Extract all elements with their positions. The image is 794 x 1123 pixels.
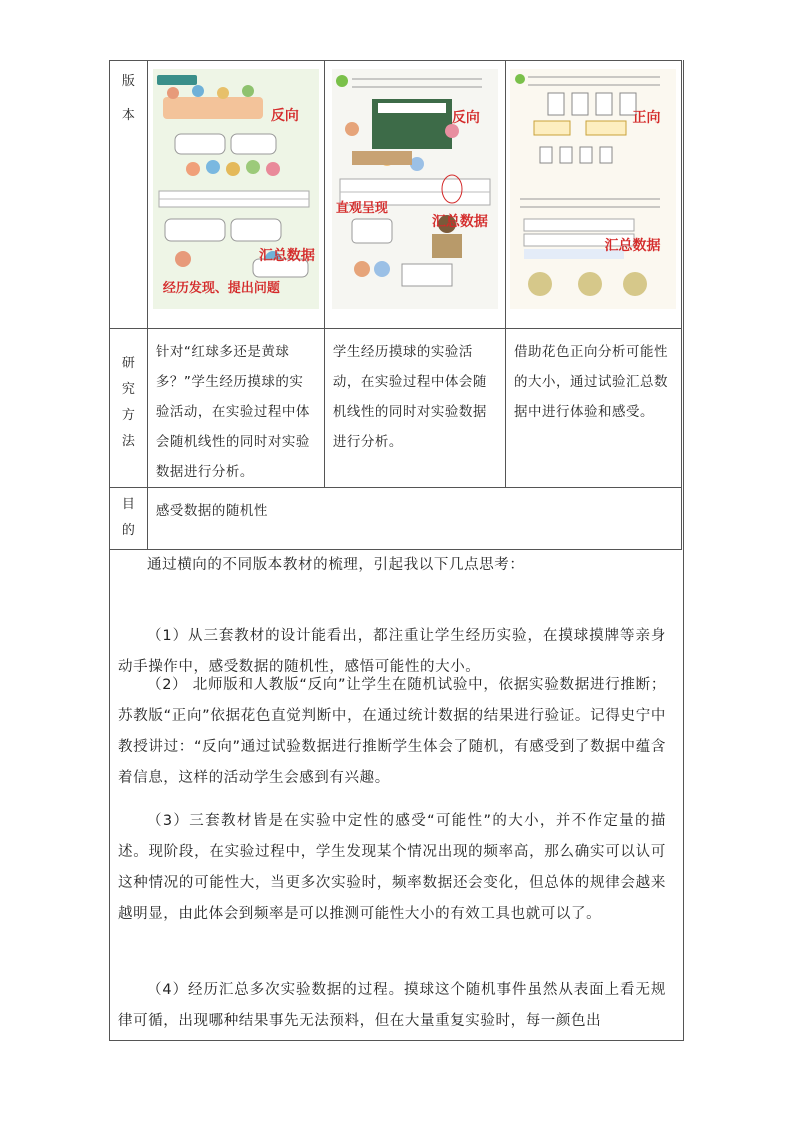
intro-paragraph: 通过横向的不同版本教材的梳理，引起我以下几点思考： <box>147 557 525 573</box>
goal-label <box>110 488 148 550</box>
textbook-illustration-2 <box>332 69 498 309</box>
tag-reverse: 反向 <box>270 108 299 124</box>
method-row <box>110 329 682 488</box>
textbook-illustration-3 <box>510 69 676 309</box>
goal-cell <box>147 488 681 550</box>
method-text-1: 针对“红球多还是黄球多？”学生经历摸球的实验活动，在实验过程中体会随机线性的同时对实验数据进行分析。 <box>155 344 310 480</box>
edition-cell-2 <box>324 61 505 329</box>
tag-summary-data: 汇总数据 <box>258 248 315 264</box>
label-char: 本 <box>121 108 135 123</box>
tag-forward: 正向 <box>632 110 661 126</box>
tag-experience: 经历发现、提出问题 <box>162 281 280 296</box>
label-char: 的 <box>121 523 135 538</box>
method-cell-3 <box>505 329 681 488</box>
comparison-table <box>109 60 682 550</box>
point-4-paragraph: （4）经历汇总多次实验数据的过程。摸球这个随机事件虽然从表面上看无规律可循，出现哪种结果事先无法预料，但在大量重复实验时，每一颜色出 <box>118 982 666 1029</box>
edition-label <box>110 61 148 329</box>
method-text-3: 借助花色正向分析可能性的大小，通过试验汇总数据中进行体验和感受。 <box>513 344 668 420</box>
method-cell-2 <box>324 329 505 488</box>
label-char: 法 <box>121 434 135 449</box>
point-3-paragraph: （3）三套教材皆是在实验中定性的感受“可能性”的大小，并不作定量的描述。现阶段，在实验过程中，学生发现某个情况出现的频率高，那么确实可以认可这种情况的可能性大，当更多次实验时，频率数据还会变化，但总体的规律会越来越明显，由此体会到频率是可以推测可能性大小的有效工具也就可以了。 <box>118 813 666 922</box>
label-char: 版 <box>121 74 135 89</box>
tag-visual: 直观呈现 <box>335 201 388 216</box>
tag-summary-data: 汇总数据 <box>604 238 661 254</box>
goal-text: 感受数据的随机性 <box>155 503 268 519</box>
textbook-image-3 <box>510 69 676 309</box>
point-1-paragraph: （1）从三套教材的设计能看出，都注重让学生经历实验，在摸球摸牌等亲身动手操作中，感受数据的随机性，感悟可能性的大小。 <box>118 628 666 675</box>
tag-summary-data: 汇总数据 <box>431 214 488 230</box>
edition-cell-3 <box>505 61 681 329</box>
label-char: 方 <box>121 408 135 423</box>
method-label <box>110 329 148 488</box>
method-cell-1 <box>147 329 324 488</box>
edition-row <box>110 61 682 329</box>
textbook-image-2 <box>332 69 498 309</box>
goal-row <box>110 488 682 550</box>
method-text-2: 学生经历摸球的实验活动，在实验过程中体会随机线性的同时对实验数据进行分析。 <box>332 344 487 450</box>
label-char: 究 <box>121 382 135 397</box>
point-2-paragraph: （2） 北师版和人教版“反向”让学生在随机试验中，依据实验数据进行推断；苏教版“正向”依据花色直觉判断中，在通过统计数据的结果进行验证。记得史宁中教授讲过：“反向”通过试验数据进行推断学生体会了随机，有感受到了数据中蕴含着信息，这样的活动学生会感到有兴趣。 <box>118 677 666 786</box>
label-char: 目 <box>121 497 135 512</box>
tag-reverse: 反向 <box>451 110 480 126</box>
edition-cell-1 <box>147 61 324 329</box>
label-char: 研 <box>121 356 135 371</box>
textbook-image-1 <box>153 69 319 309</box>
